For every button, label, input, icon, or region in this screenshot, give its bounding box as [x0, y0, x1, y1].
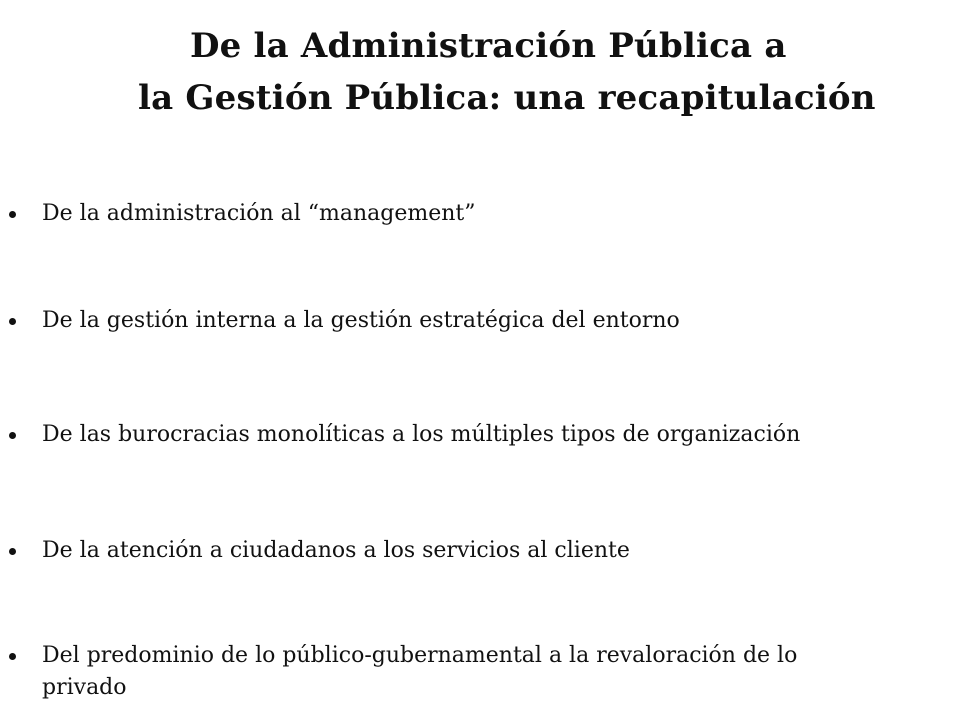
bullet-dot-icon	[9, 548, 16, 555]
bullet-text: De la administración al “management”	[42, 201, 476, 226]
slide-title-line-1: De la Administración Pública a	[190, 26, 787, 66]
bullet-text: De la atención a ciudadanos a los servicios al cliente	[42, 538, 630, 563]
bullet-dot-icon	[9, 432, 16, 439]
bullet-text: De la gestión interna a la gestión estratégica del entorno	[42, 308, 680, 333]
bullet-dot-icon	[9, 653, 16, 660]
bullet-text: Del predominio de lo público-gubernamental a la revaloración de lo privado	[42, 643, 798, 700]
bullet-text: De las burocracias monolíticas a los múltiples tipos de organización	[42, 422, 801, 447]
slide-title-line-2: la Gestión Pública: una recapitulación	[138, 78, 876, 118]
bullet-dot-icon	[9, 211, 16, 218]
bullet-dot-icon	[9, 318, 16, 325]
